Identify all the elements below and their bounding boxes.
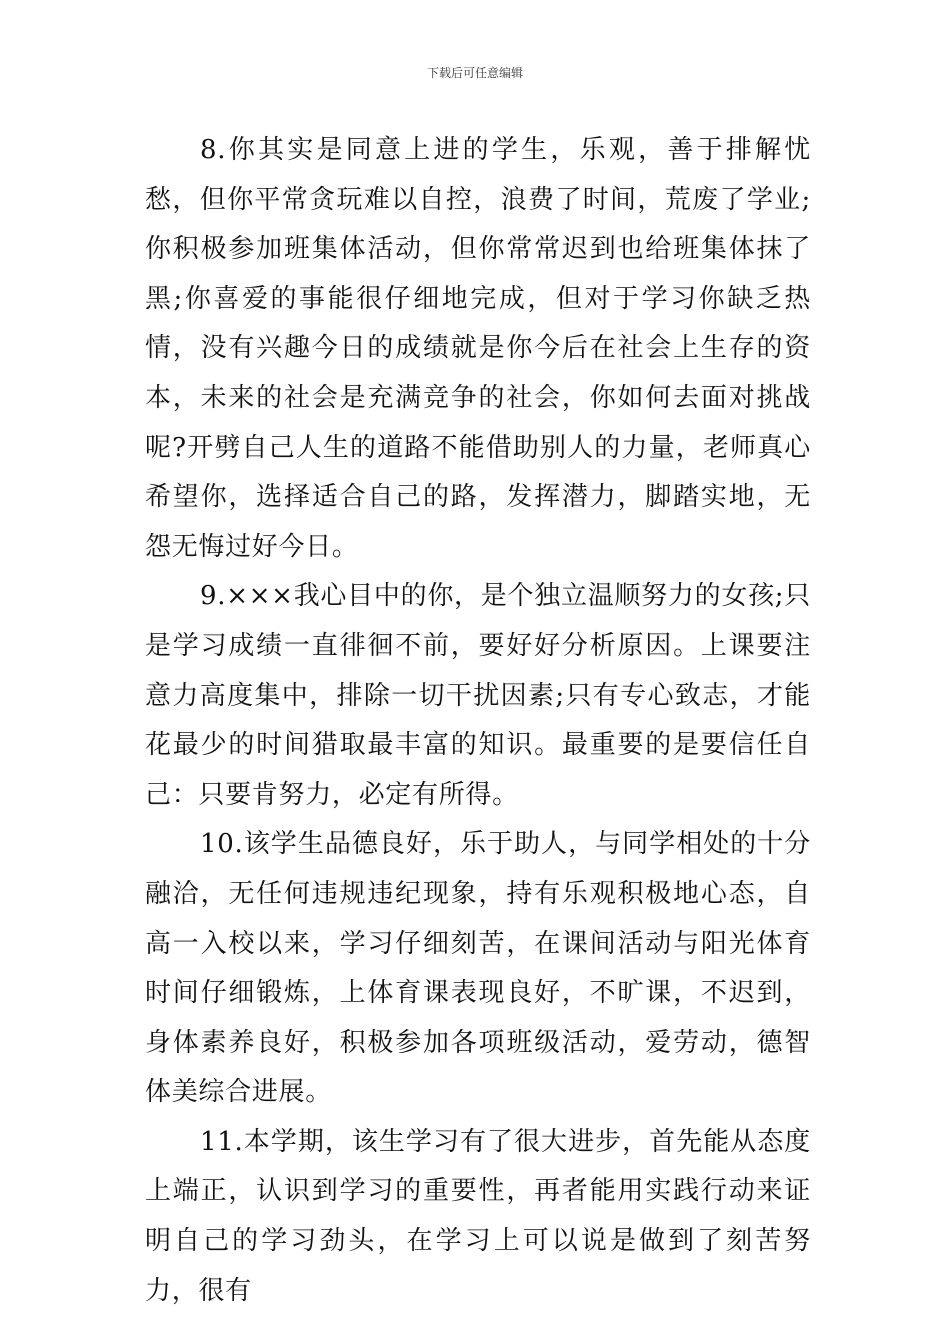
page-header: 下载后可任意编辑 xyxy=(426,66,523,80)
paragraph-9: 9.×××我心目中的你，是个独立温顺努力的女孩;只是学习成绩一直徘徊不前，要好好分析原因。上课要注意力高度集中，排除一切干扰因素;只有专心致志，才能花最少的时间猎取最丰富的知识。最重要的是要信任自己：只要肯努力，必定有所得。 xyxy=(145,581,811,810)
paragraph-8: 8.你其实是同意上进的学生，乐观，善于排解忧愁，但你平常贪玩难以自控，浪费了时间，荒废了学业;你积极参加班集体活动，但你常常迟到也给班集体抹了黑;你喜爱的事能很仔细地完成，但对于学习你缺乏热情，没有兴趣今日的成绩就是你今后在社会上生存的资本，未来的社会是充满竞争的社会，你如何去面对挑战呢?开劈自己人生的道路不能借助别人的力量，老师真心希望你，选择适合自己的路，发挥潜力，脚踏实地，无怨无悔过好今日。 xyxy=(145,135,811,562)
paragraph-11: 11.本学期，该生学习有了很大进步，首先能从态度上端正，认识到学习的重要性，再者能用实践行动来证明自己的学习劲头，在学习上可以说是做到了刻苦努力，很有 xyxy=(145,1126,811,1306)
paragraph-10: 10.该学生品德良好，乐于助人，与同学相处的十分融洽，无任何违规违纪现象，持有乐观积极地心态，自高一入校以来，学习仔细刻苦，在课间活动与阳光体育时间仔细锻炼，上体育课表现良好，不旷课，不迟到，身体素养良好，积极参加各项班级活动，爱劳动，德智体美综合进展。 xyxy=(145,829,811,1108)
document-body xyxy=(145,126,811,1316)
